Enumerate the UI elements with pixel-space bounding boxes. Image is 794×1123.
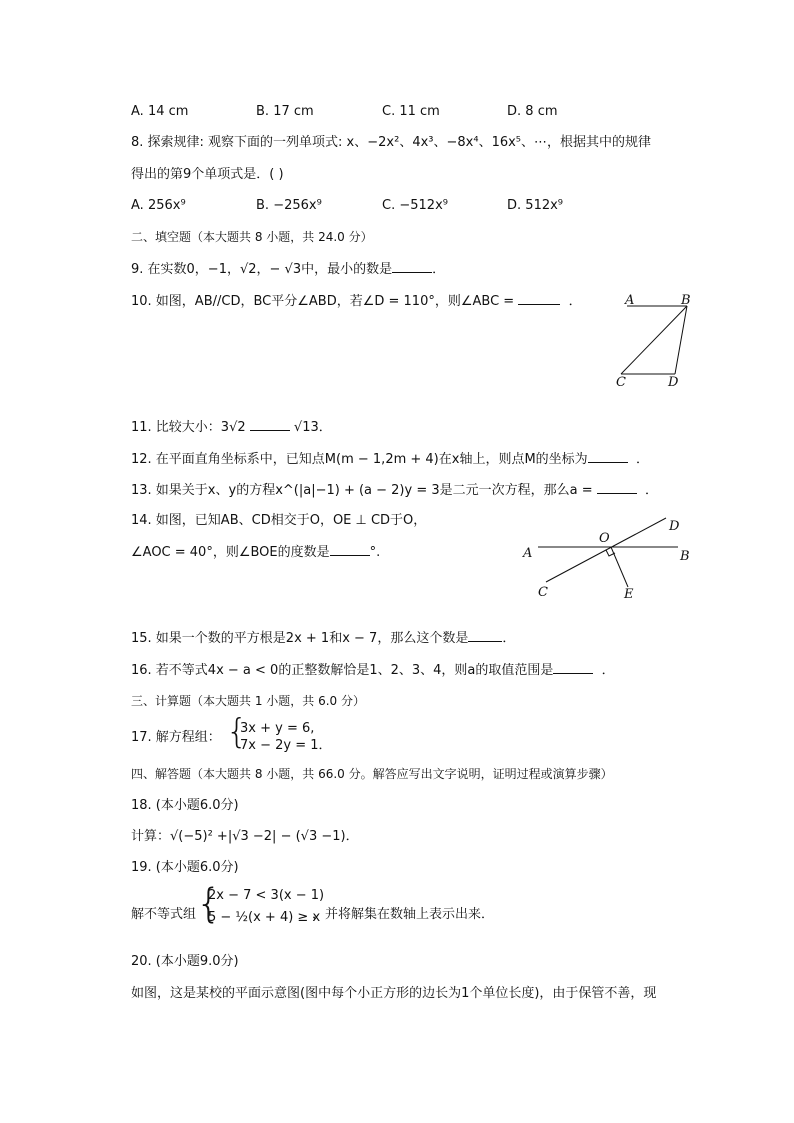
- q13: 13. 如果关于x、y的方程x^(|a|−1) + (a − 2)y = 3是二元一次方程，那么a = ．: [131, 483, 659, 498]
- q7-option-d: D. 8 cm: [507, 104, 558, 119]
- q19-label: 解不等式组: [131, 907, 197, 922]
- q20-head: 20. (本小题9.0分): [131, 954, 239, 969]
- q14-figure: [518, 512, 698, 604]
- q17-brace: {: [226, 712, 248, 752]
- q15-answer-blank[interactable]: [468, 629, 502, 642]
- section-heading-fill-blank: 二、填空题（本大题共 8 小题，共 24.0 分）: [131, 230, 373, 244]
- q17-label: 17. 解方程组：: [131, 730, 221, 745]
- q17-eq1: 3x + y = 6,: [240, 721, 315, 736]
- q18-head: 18. (本小题6.0分): [131, 798, 239, 813]
- q10-figure: [615, 290, 695, 390]
- label-o: O: [599, 531, 610, 546]
- q7-option-b: B. 17 cm: [256, 104, 314, 119]
- q19-ineq1: 2x − 7 < 3(x − 1): [208, 888, 325, 903]
- q19-brace: {: [196, 881, 222, 927]
- q16-answer-blank[interactable]: [553, 661, 593, 674]
- q10-text: 10. 如图，AB//CD，BC平分∠ABD，若∠D = 110°，则∠ABC =: [131, 294, 519, 309]
- q8-option-b: B. −256x⁹: [256, 198, 322, 213]
- q13-answer-blank[interactable]: [597, 481, 637, 494]
- q12-answer-blank[interactable]: [588, 450, 628, 463]
- label-c: C: [616, 375, 626, 390]
- q17-eq2: 7x − 2y = 1．: [240, 738, 332, 753]
- q16-text: 16. 若不等式4x − a < 0的正整数解恰是1、2、3、4，则a的取值范围是: [131, 663, 554, 678]
- q15: 15. 如果一个数的平方根是2x + 1和x − 7，那么这个数是 ．: [131, 631, 516, 646]
- label-d: D: [669, 519, 680, 534]
- q18-body: 计算：√(−5)² +|√3 −2| − (√3 −1)．: [131, 829, 359, 844]
- q8-option-a: A. 256x⁹: [131, 198, 186, 213]
- q11: 11. 比较大小：3√2 √13．: [131, 420, 332, 435]
- q7-option-c: C. 11 cm: [382, 104, 440, 119]
- label-a: A: [523, 546, 533, 561]
- q7-option-a: A. 14 cm: [131, 104, 189, 119]
- q16: 16. 若不等式4x − a < 0的正整数解恰是1、2、3、4，则a的取值范围是 ．: [131, 663, 615, 678]
- q9-text: 9. 在实数0，−1，√2，− √3中，最小的数是: [131, 262, 393, 277]
- label-e: E: [624, 587, 634, 602]
- q19-head: 19. (本小题6.0分): [131, 860, 239, 875]
- q14-line2: ∠AOC = 40°，则∠BOE的度数是 °.: [131, 545, 381, 560]
- q19-ineq2: 5 − ½(x + 4) ≥ x: [208, 910, 321, 925]
- q20-body: 如图，这是某校的平面示意图(图中每个小正方形的边长为1个单位长度)，由于保管不善，现: [131, 986, 657, 1001]
- q11-text: 11. 比较大小：3√2: [131, 420, 246, 435]
- q9-answer-blank[interactable]: [392, 260, 432, 273]
- label-b: B: [680, 549, 690, 564]
- q12: 12. 在平面直角坐标系中，已知点M(m − 1,2m + 4)在x轴上，则点M的坐标为 ．: [131, 452, 649, 467]
- ray-oe: [611, 547, 628, 587]
- q8-stem-line1: 8. 探索规律: 观察下面的一列单项式: x、−2x²、4x³、−8x⁴、16x⁵、⋯，根据其中的规律: [131, 135, 652, 150]
- q10: 10. 如图，AB//CD，BC平分∠ABD，若∠D = 110°，则∠ABC = ．: [131, 294, 582, 309]
- q14-answer-blank[interactable]: [330, 543, 370, 556]
- section-heading-calculation: 三、计算题（本大题共 1 小题，共 6.0 分）: [131, 694, 365, 708]
- q9: 9. 在实数0，−1，√2，− √3中，最小的数是 ．: [131, 262, 446, 277]
- q19-tail: ，并将解集在数轴上表示出来．: [312, 907, 495, 922]
- q13-text: 13. 如果关于x、y的方程x^(|a|−1) + (a − 2)y = 3是二元一次方程，那么a =: [131, 483, 597, 498]
- section-heading-answer: 四、解答题（本大题共 8 小题，共 66.0 分。解答应写出文字说明，证明过程或演算步骤）: [131, 767, 613, 781]
- q8-stem-line2: 得出的第9个单项式是．( ): [131, 167, 284, 182]
- q14-text: ∠AOC = 40°，则∠BOE的度数是: [131, 545, 330, 560]
- label-c: C: [538, 585, 548, 600]
- q10-answer-blank[interactable]: [518, 292, 560, 305]
- q11-answer-blank[interactable]: [250, 418, 290, 431]
- q8-option-c: C. −512x⁹: [382, 198, 448, 213]
- label-a: A: [625, 293, 635, 308]
- label-d: D: [668, 375, 679, 390]
- q14-line1: 14. 如图，已知AB、CD相交于O，OE ⊥ CD于O，: [131, 513, 427, 528]
- q8-option-d: D. 512x⁹: [507, 198, 564, 213]
- label-b: B: [681, 293, 691, 308]
- q15-text: 15. 如果一个数的平方根是2x + 1和x − 7，那么这个数是: [131, 631, 469, 646]
- q12-text: 12. 在平面直角坐标系中，已知点M(m − 1,2m + 4)在x轴上，则点M的坐标为: [131, 452, 588, 467]
